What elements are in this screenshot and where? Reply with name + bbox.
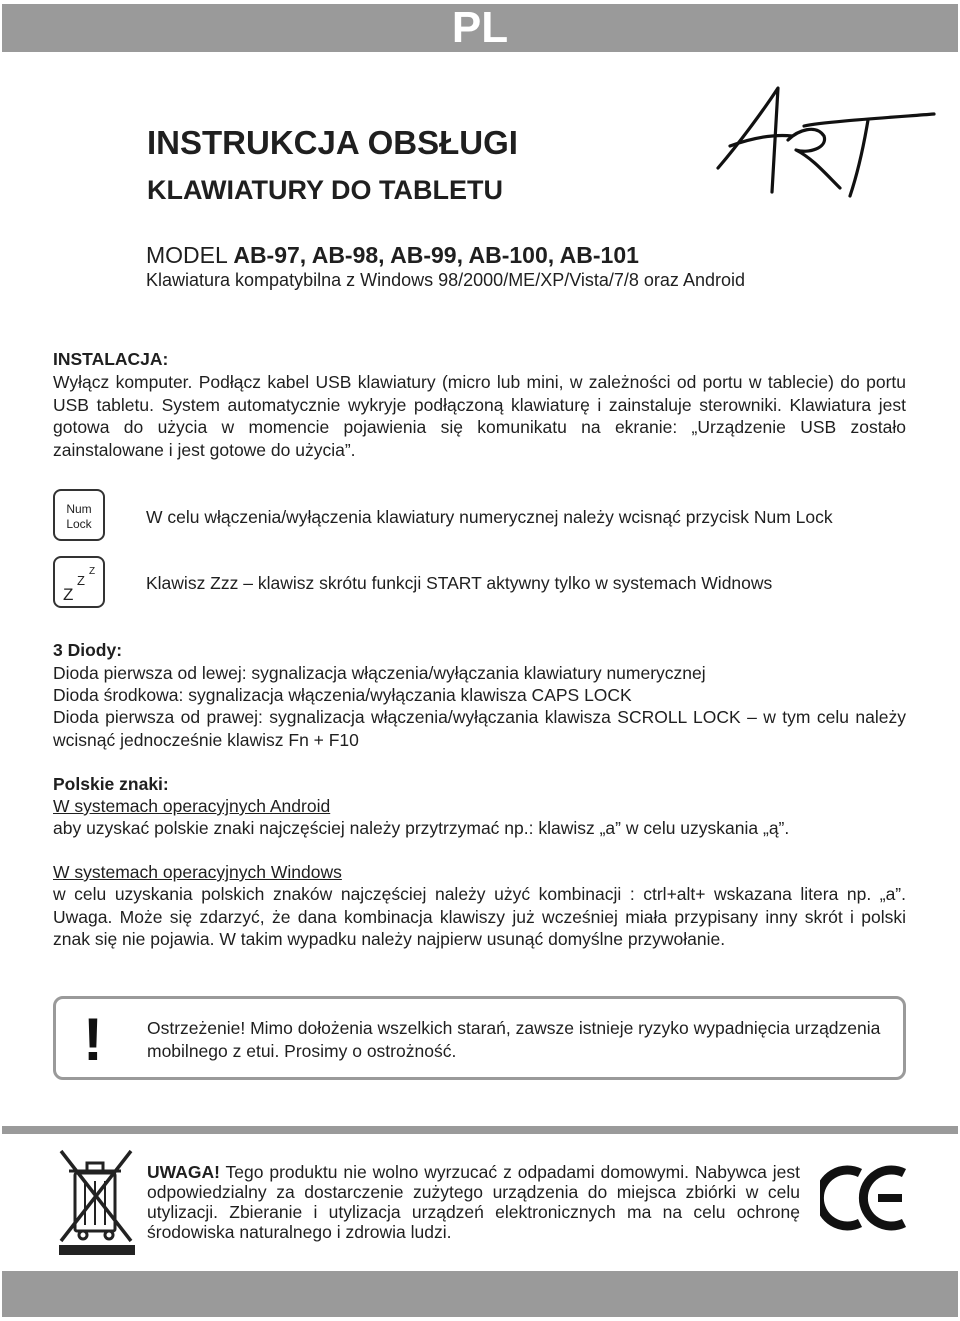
install-text: Wyłącz komputer. Podłącz kabel USB klawiatury (micro lub mini, w zależności od portu w tablecie) do portu USB tabletu. System automatycznie wykryje podłączoną klawiaturę i zainstaluje sterowniki. Klawiatura jest gotowa do użycia w momencie pojawienia się komunikatu na ekranie: „Urządzenie USB zostało zainstalowane i jest gotowe do użycia”.	[53, 372, 906, 460]
model-prefix: MODEL	[146, 242, 234, 268]
svg-text:Z: Z	[63, 585, 74, 604]
page-subtitle: KLAWIATURY DO TABLETU	[147, 175, 503, 205]
android-text: aby uzyskać polskie znaki najczęściej należy przytrzymać np.: klawisz „a” w celu uzyskania „ą”.	[53, 818, 790, 838]
model-numbers: AB-97, AB-98, AB-99, AB-100, AB-101	[233, 242, 639, 268]
language-label: PL	[451, 3, 509, 52]
numlock-key-icon	[53, 489, 105, 541]
windows-text: w celu uzyskania polskich znaków najczęściej należy użyć kombinacji : ctrl+alt+ wskazana litera np. „a”. Uwaga. Może się zdarzyć, że dana kombinacja klawiszy już wcześniej miała przypisany inny skrót i polski znak się nie pojawia. W takim wypadku należy najpierw usunąć domyślne przywołanie.	[53, 884, 906, 949]
ce-mark-icon	[820, 1163, 910, 1233]
warning-text: Ostrzeżenie! Mimo dołożenia wszelkich starań, zawsze istnieje ryzyko wypadnięcia urządzenia mobilnego z etui. Prosimy o ostrożność.	[147, 1018, 881, 1061]
exclamation-icon: !	[83, 1006, 103, 1073]
zzz-icon	[55, 558, 103, 606]
diode-middle-text: Dioda środkowa: sygnalizacja włączenia/wyłączania klawisza CAPS LOCK	[53, 685, 632, 705]
page-title: INSTRUKCJA OBSŁUGI	[147, 124, 518, 161]
diode-left-text: Dioda pierwsza od lewej: sygnalizacja włączenia/wyłączania klawiatury numerycznej	[53, 663, 706, 683]
art-logo	[712, 80, 938, 200]
section-divider	[2, 1126, 958, 1134]
diode-right-text: Dioda pierwsza od prawej: sygnalizacja włączenia/wyłączania klawisza SCROLL LOCK – w tym celu należy wcisnąć jednocześnie klawisz Fn + F10	[53, 707, 906, 750]
diodes-heading: 3 Diody:	[53, 640, 123, 660]
polish-chars-heading: Polskie znaki:	[53, 774, 169, 794]
svg-text:Z: Z	[89, 566, 96, 577]
svg-text:Z: Z	[77, 573, 85, 588]
sleep-key-icon	[53, 556, 105, 608]
install-heading: INSTALACJA:	[53, 349, 169, 369]
crossed-bin-icon	[55, 1145, 137, 1257]
numlock-key-line1: Num	[66, 502, 92, 516]
numlock-description: W celu włączenia/wyłączenia klawiatury numerycznej należy wcisnąć przycisk Num Lock	[146, 507, 833, 527]
numlock-key-line2: Lock	[66, 517, 92, 531]
android-heading: W systemach operacyjnych Android	[53, 796, 331, 816]
windows-heading: W systemach operacyjnych Windows	[53, 862, 342, 882]
sleep-key-description: Klawisz Zzz – klawisz skrótu funkcji START aktywny tylko w systemach Widnows	[146, 573, 773, 593]
disposal-label: UWAGA!	[147, 1162, 220, 1182]
disposal-notice	[147, 1162, 800, 1242]
compatibility-text: Klawiatura kompatybilna z Windows 98/2000/ME/XP/Vista/7/8 oraz Android	[146, 270, 745, 290]
disposal-text: Tego produktu nie wolno wyrzucać z odpadami domowymi. Nabywca jest odpowiedzialny za dostarczenie zużytego urządzenia do miejsca zbiórki w celu utylizacji. Zbieranie i utylizacja urządzeń elektronicznych ma na celu ochronę środowiska naturalnego i zdrowia ludzi.	[147, 1162, 800, 1242]
bottom-bar	[2, 1271, 958, 1317]
model-line	[146, 242, 639, 269]
